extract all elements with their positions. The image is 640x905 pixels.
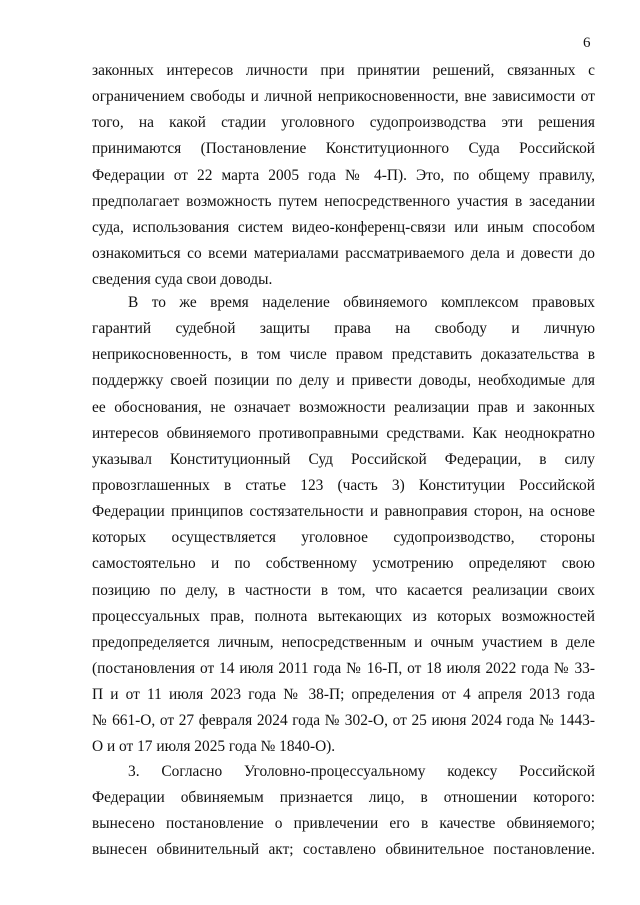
text-line: провозглашенных в статье 123 (часть 3) Конституции Российской [92,476,595,494]
text-line: гарантий судебной защиты права на свободу и личную [92,320,595,338]
text-line: (постановления от 14 июля 2011 года № 16-П, от 18 июля 2022 года № 33- [92,659,595,677]
text-line: В то же время наделение обвиняемого комплексом правовых [128,294,595,311]
text-line: процессуальных прав, полнота вытекающих из которых возможностей [92,607,595,625]
text-line: Федерации обвиняемым признается лицо, в отношении которого: [92,789,595,807]
text-line: О и от 17 июля 2025 года № 1840-О). [92,738,336,756]
text-line: вынесен обвинительный акт; составлено обвинительное постановление. [92,841,595,859]
text-line: П и от 11 июля 2023 года № 38-П; определения от 4 апреля 2013 года [92,686,595,704]
text-line: интересов обвиняемого противоправными средствами. Как неоднократно [92,424,595,442]
text-line: вынесено постановление о привлечении его в качестве обвиняемого; [92,815,595,833]
text-line: неприкосновенность, в том числе правом представить доказательства в [92,346,595,364]
paragraph-continuation [92,58,595,293]
text-line: Федерации принципов состязательности и равноправия сторон, на основе [92,503,595,521]
text-line: позицию по делу, в частности в том, что касается реализации своих [92,581,595,599]
text-line: Федерации от 22 марта 2005 года № 4-П). Это, по общему правилу, [92,166,595,184]
text-line: 3. Согласно Уголовно-процессуальному кодексу Российской [128,763,595,780]
text-line: предопределяется личным, непосредственным и очным участием в деле [92,633,595,651]
paragraph-legal-guarantees [92,290,595,761]
text-line: законных интересов личности при принятии решений, связанных с [92,62,595,79]
text-line: сведения суда свои доводы. [92,271,273,289]
text-line: ознакомиться со всеми материалами рассматриваемого дела и довести до [92,244,595,262]
text-line: самостоятельно и по собственному усмотрению определяют свою [92,555,595,573]
text-line: ограничением свободы и личной неприкосновенности, вне зависимости от [92,88,595,106]
text-line: предполагает возможность путем непосредственного участия в заседании [92,192,595,210]
text-line: того, на какой стадии уголовного судопроизводства эти решения [92,114,595,132]
text-line: указывал Конституционный Суд Российской Федерации, в силу [92,450,595,468]
text-line: ее обоснования, не означает возможности реализации прав и законных [92,398,595,416]
page-number: 6 [583,35,591,51]
text-line: принимаются (Постановление Конституционного Суда Российской [92,140,595,158]
text-line: суда, использования систем видео-конференц-связи или иным способом [92,218,595,236]
text-line: поддержку своей позиции по делу и привести доводы, необходимые для [92,372,595,390]
paragraph-section-3 [92,759,595,864]
text-line: которых осуществляется уголовное судопроизводство, стороны [92,529,595,547]
text-line: № 661-О, от 27 февраля 2024 года № 302-О, от 25 июня 2024 года № 1443- [92,712,595,730]
